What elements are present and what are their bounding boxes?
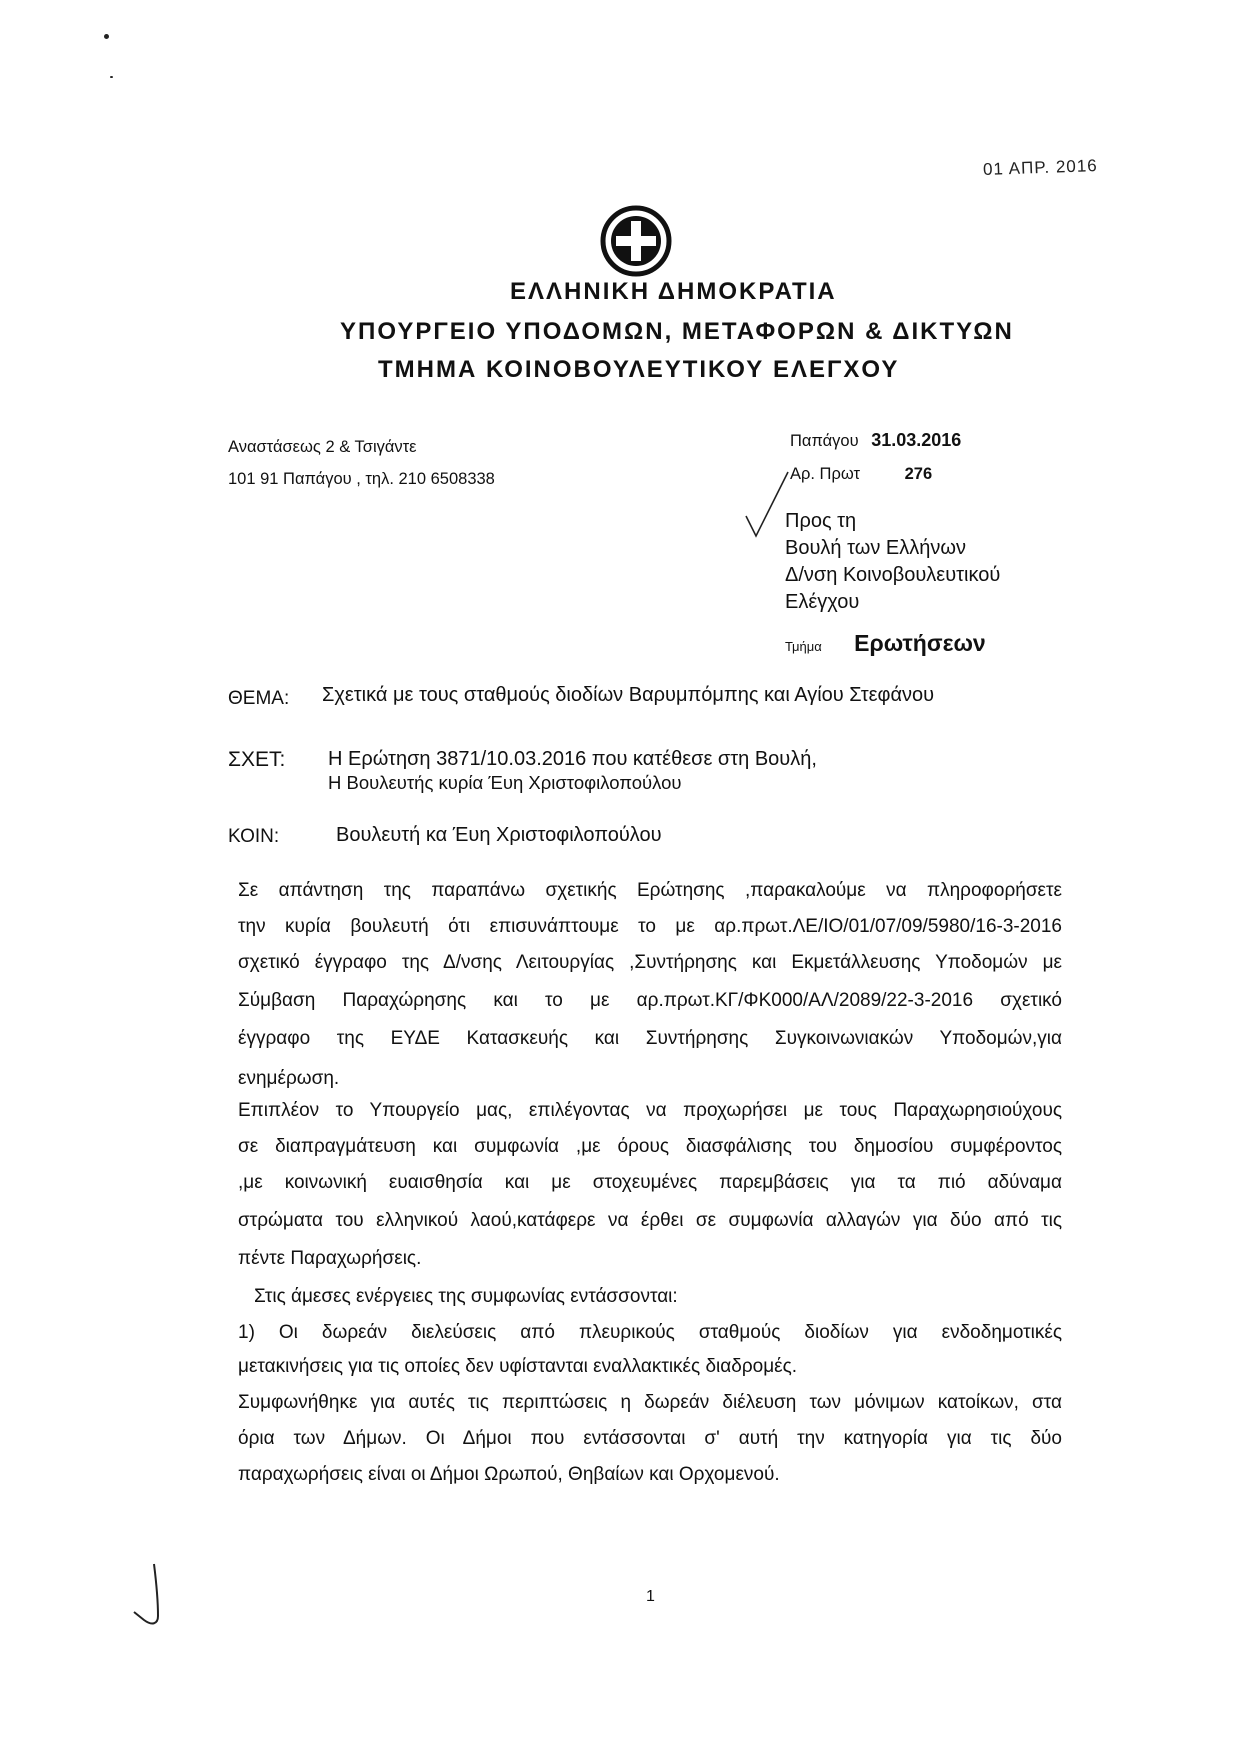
document-date: 31.03.2016 — [871, 430, 962, 450]
scan-mark — [110, 76, 113, 78]
body-line: 1) Οι δωρεάν διελεύσεις από πλευρικούς σταθμούς διοδίων για ενδοδημοτικές — [238, 1322, 1062, 1343]
body-line: Σύμβαση Παραχώρησης και το με αρ.πρωτ.ΚΓ/ΦΚ000/ΑΛ/2089/22-3-2016 σχετικό — [238, 990, 1062, 1011]
date-line — [790, 430, 961, 451]
protocol-label: Αρ. Πρωτ — [790, 465, 861, 483]
subject-text: Σχετικά με τους σταθμούς διοδίων Βαρυμπόμπης και Αγίου Στεφάνου — [322, 684, 935, 706]
department-value: Ερωτήσεων — [854, 630, 986, 656]
related-label: ΣΧΕΤ: — [228, 748, 286, 771]
scan-mark — [104, 34, 109, 39]
body-line: Επιπλέον το Υπουργείο μας, επιλέγοντας να προχωρήσει με τους Παραχωρησιούχους — [238, 1100, 1062, 1121]
cc-label: ΚΟΙΝ: — [228, 826, 280, 847]
body-line: ενημέρωση. — [238, 1068, 340, 1089]
body-line: όρια των Δήμων. Οι Δήμοι που εντάσσονται σ' αυτή την κατηγορία για τις δύο — [238, 1428, 1062, 1449]
header-republic: ΕΛΛΗΝΙΚΗ ΔΗΜΟΚΡΑΤΙΑ — [510, 278, 837, 305]
recipient-block — [785, 508, 1000, 616]
recipient-line: Βουλή των Ελλήνων — [785, 537, 966, 559]
pen-mark-icon — [128, 1560, 168, 1630]
place-label: Παπάγου — [790, 432, 859, 450]
body-line: Στις άμεσες ενέργειες της συμφωνίας εντάσσονται: — [254, 1286, 678, 1307]
body-line: σε διαπραγμάτευση και συμφωνία ,με όρους διασφάλισης του δημοσίου συμφέροντος — [238, 1136, 1062, 1157]
body-line: σχετικό έγγραφο της Δ/νσης Λειτουργίας ,Συντήρησης και Εκμετάλλευσης Υποδομών με — [238, 952, 1062, 973]
related-line: Η Ερώτηση 3871/10.03.2016 που κατέθεσε στη Βουλή, — [328, 748, 817, 770]
sender-city-phone: 101 91 Παπάγου , τηλ. 210 6508338 — [228, 470, 495, 488]
sender-address: Αναστάσεως 2 & Τσιγάντε — [228, 438, 417, 456]
recipient-line: Δ/νση Κοινοβουλευτικού — [785, 564, 1001, 586]
subject-label: ΘΕΜΑ: — [228, 688, 290, 709]
body-line: στρώματα του ελληνικού λαού,κατάφερε να έρθει σε συμφωνία αλλαγών για δύο από τις — [238, 1210, 1062, 1231]
body-line: παραχωρήσεις είναι οι Δήμοι Ωρωπού, Θηβαίων και Ορχομενού. — [238, 1464, 780, 1485]
body-line: πέντε Παραχωρήσεις. — [238, 1248, 422, 1269]
related-line: Η Βουλευτής κυρία Έυη Χριστοφιλοπούλου — [328, 772, 682, 793]
protocol-line — [790, 465, 932, 484]
body-line: Σε απάντηση της παραπάνω σχετικής Ερώτησης ,παρακαλούμε να πληροφορήσετε — [238, 880, 1062, 901]
body-line: έγγραφο της ΕΥΔΕ Κατασκευής και Συντήρησης Συγκοινωνιακών Υποδομών,για — [238, 1028, 1062, 1049]
body-line: την κυρία βουλευτή ότι επισυνάπτουμε το με αρ.πρωτ.ΛΕ/ΙΟ/01/07/09/5980/16-3-2016 — [238, 916, 1062, 937]
greek-emblem-icon — [600, 205, 672, 277]
body-line: μετακινήσεις για τις οποίες δεν υφίστανται εναλλακτικές διαδρομές. — [238, 1356, 798, 1377]
body-line: Συμφωνήθηκε για αυτές τις περιπτώσεις η δωρεάν διέλευση των μόνιμων κατοίκων, στα — [238, 1392, 1062, 1413]
header-department: ΤΜΗΜΑ ΚΟΙΝΟΒΟΥΛΕΥΤΙΚΟΥ ΕΛΕΓΧΟΥ — [378, 356, 900, 383]
page-number: 1 — [646, 1588, 655, 1605]
received-stamp: 01 ΑΠΡ. 2016 — [982, 156, 1099, 179]
body-line: ,με κοινωνική ευαισθησία και με στοχευμένες παρεμβάσεις για τα πιό αδύναμα — [238, 1172, 1062, 1193]
department-line — [785, 630, 986, 657]
protocol-number: 276 — [904, 465, 933, 483]
recipient-line: Ελέγχου — [785, 591, 860, 613]
header-ministry: ΥΠΟΥΡΓΕΙΟ ΥΠΟΔΟΜΩΝ, ΜΕΤΑΦΟΡΩΝ & ΔΙΚΤΥΩΝ — [340, 318, 1014, 345]
department-label: Τμήμα — [785, 639, 822, 654]
recipient-line: Προς τη — [785, 510, 857, 532]
cc-text: Βουλευτή κα Έυη Χριστοφιλοπούλου — [336, 824, 662, 846]
